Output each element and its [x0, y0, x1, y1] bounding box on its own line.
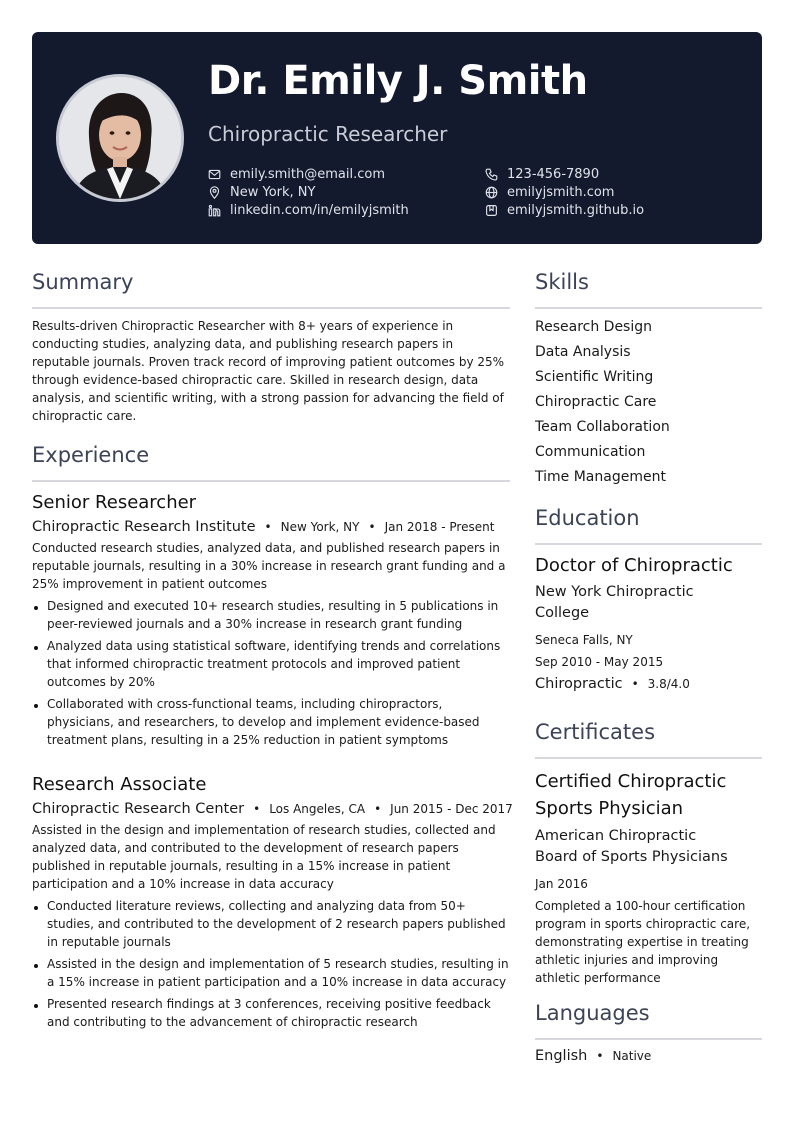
languages-divider: [535, 1038, 762, 1040]
bullet-separator: •: [264, 520, 272, 534]
list-item: Assisted in the design and implementation of 5 research studies, resulting in a 15% increase in patient participation and a 10% increase in data accuracy: [32, 955, 510, 991]
summary-divider: [32, 307, 510, 309]
contact-linkedin[interactable]: [208, 203, 409, 218]
website-text: emilyjsmith.com: [507, 185, 615, 200]
bullet-separator: •: [631, 677, 639, 691]
skill-item: Research Design: [535, 319, 653, 335]
job-meta: [32, 801, 513, 817]
education-heading: Education: [535, 506, 640, 530]
skills-heading: Skills: [535, 270, 589, 294]
bullet-separator: •: [253, 802, 261, 816]
job-location: Los Angeles, CA: [269, 802, 366, 816]
skill-item: Chiropractic Care: [535, 394, 657, 410]
contact-phone[interactable]: [485, 167, 599, 182]
skills-list: [535, 315, 762, 490]
summary-heading: Summary: [32, 270, 134, 294]
list-item: Presented research findings at 3 conferences, receiving positive feedback and contributing to the advancement of chiropractic research: [32, 995, 510, 1031]
job-dates: Jan 2018 - Present: [384, 520, 495, 534]
header-banner: [32, 32, 762, 244]
avatar: [56, 74, 184, 202]
certificate-name: [535, 768, 762, 822]
bullet-separator: •: [368, 520, 376, 534]
list-item: Analyzed data using statistical software, identifying trends and correlations that informed chiropractic treatment protocols and improved patient outcomes by 20%: [32, 637, 510, 691]
certificate-entry: [535, 768, 762, 987]
phone-icon: [485, 168, 498, 181]
list-item: Designed and executed 10+ research studies, resulting in 5 publications in peer-reviewed journals and a 30% increase in research grant funding: [32, 597, 510, 633]
job-entry: [32, 774, 513, 1035]
certificates-heading: Certificates: [535, 720, 656, 744]
contact-website[interactable]: [485, 185, 614, 200]
skill-item: Scientific Writing: [535, 369, 654, 385]
candidate-title: Chiropractic Researcher: [208, 122, 448, 146]
phone-text: 123-456-7890: [507, 167, 600, 182]
location-text: New York, NY: [230, 185, 316, 200]
job-description: Assisted in the design and implementation of research studies, collected and analyzed data, and contributed to the development of research papers published in reputable journals, resulting in a 15% increase in patient participation and a 10% increase in data accuracy: [32, 823, 496, 891]
language-name: English: [535, 1048, 588, 1064]
job-entry: [32, 492, 510, 753]
certificate-name-line: Certified Chiropractic: [535, 771, 727, 792]
skill-item: Data Analysis: [535, 344, 631, 360]
education-field-row: [535, 676, 762, 692]
education-field: Chiropractic: [535, 676, 623, 692]
github-icon: [485, 204, 498, 217]
linkedin-icon: [208, 204, 221, 217]
school-name: [535, 582, 762, 624]
list-item: Conducted literature reviews, collecting and analyzing data from 50+ studies, and contributed to the development of 2 research papers published in reputable journals: [32, 897, 510, 951]
job-title: Research Associate: [32, 774, 207, 795]
skills-divider: [535, 307, 762, 309]
job-bullets: [32, 597, 510, 749]
education-divider: [535, 543, 762, 545]
languages-heading: Languages: [535, 1001, 650, 1025]
globe-icon: [485, 186, 498, 199]
degree: Doctor of Chiropractic: [535, 555, 733, 576]
certificate-description: Completed a 100-hour certification program in sports chiropractic care, demonstrating expertise in treating athletic injuries and improving athletic performance: [535, 899, 751, 985]
bullet-separator: •: [374, 802, 382, 816]
github-text: emilyjsmith.github.io: [507, 203, 645, 218]
list-item: Collaborated with cross-functional teams, including chiropractors, physicians, and researchers, to develop and implement evidence-based treatment plans, resulting in a 25% reduction in patient symptoms: [32, 695, 510, 749]
contact-email[interactable]: [208, 167, 385, 182]
education-gpa: 3.8/4.0: [647, 677, 690, 691]
experience-divider: [32, 480, 510, 482]
language-row: [535, 1048, 762, 1064]
issuer-line: Board of Sports Physicians: [535, 849, 728, 865]
certificate-date: Jan 2016: [535, 877, 588, 891]
contact-github[interactable]: [485, 203, 644, 218]
school-line: New York Chiropractic: [535, 584, 694, 600]
language-entry: [535, 1048, 762, 1064]
education-location: Seneca Falls, NY: [535, 633, 633, 647]
email-text: emily.smith@email.com: [230, 167, 385, 182]
skill-item: Team Collaboration: [535, 419, 670, 435]
issuer-line: American Chiropractic: [535, 828, 697, 844]
education-entry: [535, 555, 762, 692]
job-organization: Chiropractic Research Center: [32, 801, 245, 817]
summary-section: [32, 317, 510, 425]
job-bullets: [32, 897, 510, 1031]
experience-heading: Experience: [32, 443, 150, 467]
contact-location: [208, 185, 315, 200]
skill-item: Time Management: [535, 469, 666, 485]
map-pin-icon: [208, 186, 221, 199]
job-organization: Chiropractic Research Institute: [32, 519, 256, 535]
job-dates: Jun 2015 - Dec 2017: [390, 802, 513, 816]
school-line: College: [535, 605, 590, 621]
job-location: New York, NY: [280, 520, 360, 534]
job-title: Senior Researcher: [32, 492, 197, 513]
education-dates: Sep 2010 - May 2015: [535, 655, 664, 669]
job-description: Conducted research studies, analyzed data, and published research papers in reputable journals, resulting in a 30% increase in research grant funding and a 25% improvement in patient outcomes: [32, 541, 506, 591]
linkedin-text: linkedin.com/in/emilyjsmith: [230, 203, 409, 218]
envelope-icon: [208, 168, 221, 181]
certificate-name-line: Sports Physician: [535, 798, 684, 819]
language-level: Native: [612, 1049, 652, 1063]
certificates-divider: [535, 757, 762, 759]
job-meta: [32, 519, 510, 535]
candidate-name: Dr. Emily J. Smith: [208, 58, 588, 104]
summary-text: Results-driven Chiropractic Researcher with 8+ years of experience in conducting studies, analyzing data, and publishing research papers in reputable journals. Proven track record of improving patient outcomes by 25% through evidence-based chiropractic care. Skilled in research design, data analysis, and scientific writing, with a strong passion for advancing the field of chiropractic care.: [32, 319, 505, 423]
skill-item: Communication: [535, 444, 646, 460]
bullet-separator: •: [596, 1049, 604, 1063]
certificate-issuer: [535, 826, 762, 868]
